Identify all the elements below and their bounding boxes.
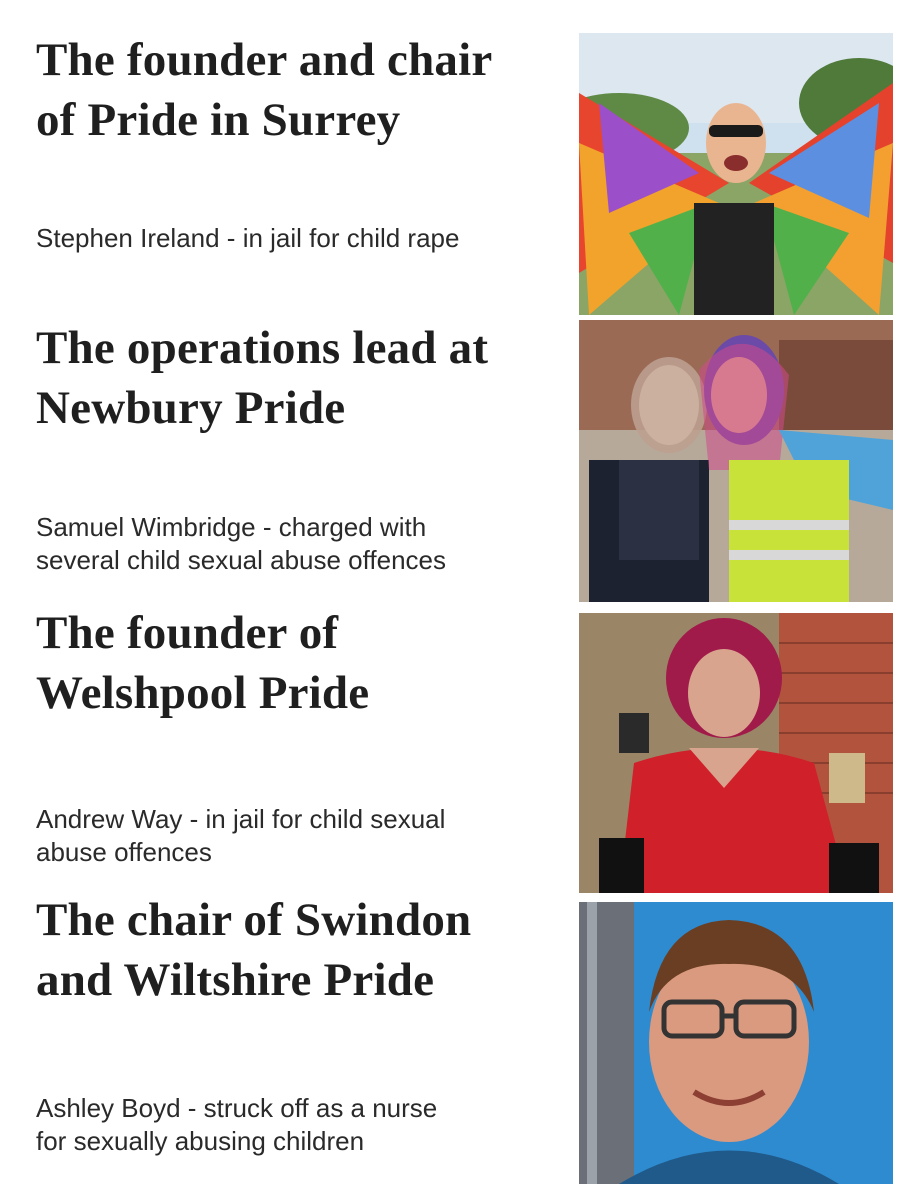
caption: Ashley Boyd - struck off as a nurse for sexually abusing children xyxy=(36,1093,438,1156)
photo-rainbow-feather-costume xyxy=(579,33,893,315)
caption: Stephen Ireland - in jail for child rape xyxy=(36,223,460,253)
article-card xyxy=(0,30,921,315)
photo-police-officer-and-rainbow-hair xyxy=(579,320,893,602)
article-card xyxy=(0,890,921,1190)
article-card xyxy=(0,318,921,603)
headline: The founder of Welshpool Pride xyxy=(36,607,370,719)
headline: The founder and chair of Pride in Surrey xyxy=(36,34,493,146)
photo-red-sequin-dress xyxy=(579,613,893,893)
headline: The operations lead at Newbury Pride xyxy=(36,322,489,434)
article-card xyxy=(0,603,921,893)
headline: The chair of Swindon and Wiltshire Pride xyxy=(36,894,472,1006)
caption: Samuel Wimbridge - charged with several child sexual abuse offences xyxy=(36,512,446,575)
photo-man-with-glasses xyxy=(579,902,893,1184)
caption: Andrew Way - in jail for child sexual abuse offences xyxy=(36,804,446,867)
